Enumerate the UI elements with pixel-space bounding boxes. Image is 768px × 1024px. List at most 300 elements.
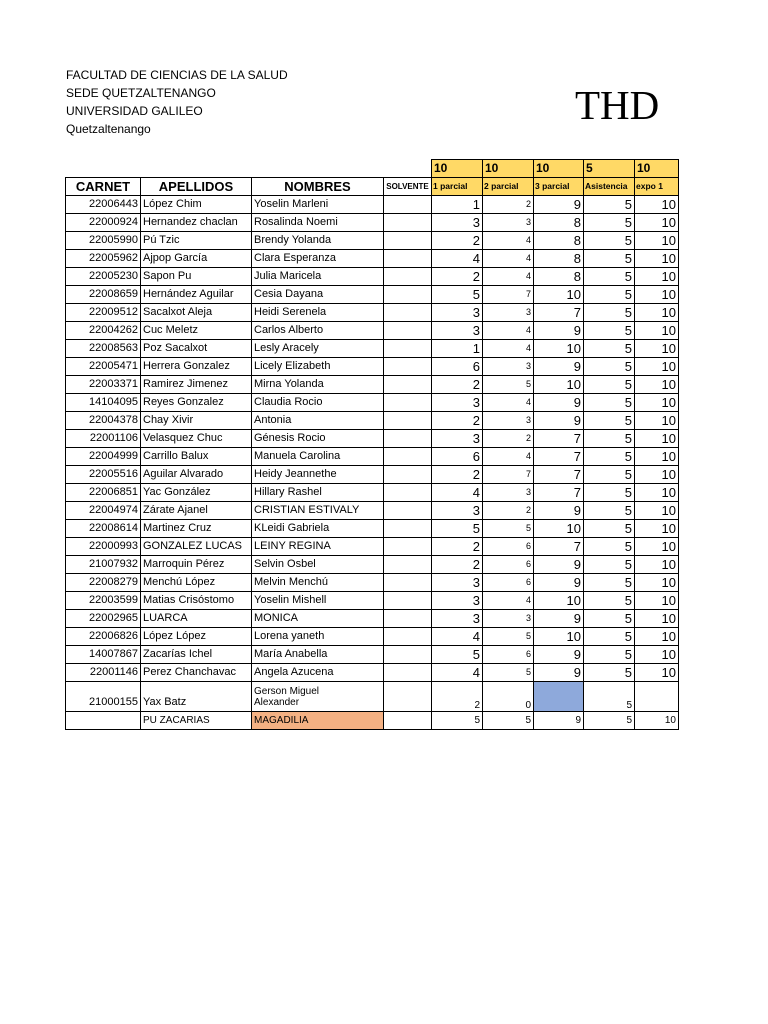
carnet-cell[interactable]: 22008279 — [66, 574, 141, 592]
p1-cell[interactable]: 3 — [432, 304, 483, 322]
apellidos-cell[interactable]: Herrera Gonzalez — [141, 358, 252, 376]
asistencia-cell[interactable]: 5 — [584, 268, 635, 286]
p3-cell[interactable]: 10 — [534, 376, 584, 394]
solvente-cell[interactable] — [384, 430, 432, 448]
solvente-cell[interactable] — [384, 502, 432, 520]
p1-cell[interactable]: 2 — [432, 268, 483, 286]
header-expo: expo 1 — [635, 178, 679, 196]
nombres-cell[interactable] — [252, 682, 384, 712]
expo-cell[interactable]: 10 — [635, 520, 679, 538]
p3-cell[interactable]: 7 — [534, 466, 584, 484]
faculty-line: FACULTAD DE CIENCIAS DE LA SALUD — [66, 68, 288, 82]
solvente-cell[interactable] — [384, 268, 432, 286]
p1-cell[interactable]: 4 — [432, 664, 483, 682]
header-p3: 3 parcial — [534, 178, 584, 196]
expo-cell[interactable]: 10 — [635, 712, 679, 730]
asistencia-cell[interactable]: 5 — [584, 322, 635, 340]
university-line: UNIVERSIDAD GALILEO — [66, 104, 203, 118]
asistencia-cell[interactable]: 5 — [584, 520, 635, 538]
asistencia-cell[interactable]: 5 — [584, 412, 635, 430]
p1-cell[interactable]: 2 — [432, 556, 483, 574]
p3-cell[interactable]: 10 — [534, 628, 584, 646]
asistencia-cell[interactable]: 5 — [584, 556, 635, 574]
p2-cell[interactable]: 3 — [483, 610, 534, 628]
p2-cell[interactable]: 4 — [483, 250, 534, 268]
p3-cell[interactable]: 9 — [534, 358, 584, 376]
p1-cell[interactable]: 2 — [432, 538, 483, 556]
carnet-cell[interactable]: 22004378 — [66, 412, 141, 430]
carnet-cell[interactable]: 21000155 — [66, 682, 141, 712]
apellidos-cell[interactable]: Reyes Gonzalez — [141, 394, 252, 412]
table-row — [66, 448, 679, 466]
p2-cell[interactable]: 4 — [483, 592, 534, 610]
nombres-cell[interactable]: Selvin Osbel — [252, 556, 384, 574]
nombres-cell[interactable]: LEINY REGINA — [252, 538, 384, 556]
asistencia-cell[interactable]: 5 — [584, 358, 635, 376]
nombres-cell[interactable]: CRISTIAN ESTIVALY — [252, 502, 384, 520]
header-asistencia: Asistencia — [584, 178, 635, 196]
apellidos-cell[interactable]: Martinez Cruz — [141, 520, 252, 538]
p3-cell[interactable]: 10 — [534, 592, 584, 610]
asistencia-cell[interactable]: 5 — [584, 712, 635, 730]
table-row — [66, 322, 679, 340]
table-row — [66, 250, 679, 268]
table-row — [66, 466, 679, 484]
solvente-cell[interactable] — [384, 592, 432, 610]
asistencia-cell[interactable]: 5 — [584, 538, 635, 556]
asistencia-cell[interactable]: 5 — [584, 232, 635, 250]
apellidos-cell[interactable]: Carrillo Balux — [141, 448, 252, 466]
nombres-cell[interactable]: Mirna Yolanda — [252, 376, 384, 394]
p2-cell[interactable]: 4 — [483, 448, 534, 466]
p2-cell[interactable]: 2 — [483, 430, 534, 448]
p3-cell[interactable]: 10 — [534, 340, 584, 358]
solvente-cell[interactable] — [384, 682, 432, 712]
carnet-cell[interactable]: 22008614 — [66, 520, 141, 538]
expo-cell[interactable]: 10 — [635, 592, 679, 610]
p2-cell[interactable]: 5 — [483, 664, 534, 682]
expo-cell[interactable]: 10 — [635, 430, 679, 448]
nombres-cell[interactable]: Cesia Dayana — [252, 286, 384, 304]
nombres-cell[interactable]: Melvin Menchú — [252, 574, 384, 592]
expo-cell[interactable] — [635, 682, 679, 712]
carnet-cell[interactable]: 22002965 — [66, 610, 141, 628]
expo-cell[interactable]: 10 — [635, 538, 679, 556]
carnet-cell[interactable]: 22008659 — [66, 286, 141, 304]
expo-cell[interactable]: 10 — [635, 466, 679, 484]
p3-cell[interactable]: 9 — [534, 664, 584, 682]
apellidos-cell[interactable]: Marroquin Pérez — [141, 556, 252, 574]
nombres-cell[interactable]: KLeidi Gabriela — [252, 520, 384, 538]
solvente-cell[interactable] — [384, 610, 432, 628]
p3-cell[interactable]: 10 — [534, 520, 584, 538]
apellidos-cell[interactable]: Ramirez Jimenez — [141, 376, 252, 394]
table-row — [66, 412, 679, 430]
carnet-cell[interactable]: 22005230 — [66, 268, 141, 286]
solvente-cell[interactable] — [384, 376, 432, 394]
asistencia-cell[interactable]: 5 — [584, 304, 635, 322]
solvente-cell[interactable] — [384, 250, 432, 268]
column-header-row — [66, 178, 679, 196]
campus-line: SEDE QUETZALTENANGO — [66, 86, 216, 100]
table-row — [66, 628, 679, 646]
expo-cell[interactable]: 10 — [635, 628, 679, 646]
apellidos-cell[interactable]: Sacalxot Aleja — [141, 304, 252, 322]
p2-cell[interactable]: 2 — [483, 196, 534, 214]
p1-cell[interactable]: 5 — [432, 712, 483, 730]
header-nombres: NOMBRES — [252, 178, 384, 196]
p3-cell[interactable]: 9 — [534, 646, 584, 664]
carnet-cell[interactable]: 22009512 — [66, 304, 141, 322]
carnet-cell[interactable]: 22001106 — [66, 430, 141, 448]
p2-cell[interactable]: 3 — [483, 484, 534, 502]
solvente-cell[interactable] — [384, 556, 432, 574]
p2-cell[interactable]: 6 — [483, 574, 534, 592]
p2-cell[interactable]: 4 — [483, 322, 534, 340]
asistencia-cell[interactable]: 5 — [584, 214, 635, 232]
p1-cell[interactable]: 3 — [432, 214, 483, 232]
carnet-cell[interactable]: 22005990 — [66, 232, 141, 250]
carnet-cell[interactable]: 22000924 — [66, 214, 141, 232]
nombres-cell[interactable]: Manuela Carolina — [252, 448, 384, 466]
nombres-cell[interactable]: Heidy Jeannethe — [252, 466, 384, 484]
carnet-cell[interactable]: 22005516 — [66, 466, 141, 484]
table-row — [66, 646, 679, 664]
carnet-cell[interactable]: 22006851 — [66, 484, 141, 502]
apellidos-cell[interactable]: Menchú López — [141, 574, 252, 592]
course-code: THD — [575, 82, 660, 128]
header-p2: 2 parcial — [483, 178, 534, 196]
p2-cell[interactable]: 3 — [483, 412, 534, 430]
table-row — [66, 304, 679, 322]
p3-cell[interactable]: 7 — [534, 484, 584, 502]
nombres-cell[interactable]: Lesly Aracely — [252, 340, 384, 358]
asistencia-cell[interactable]: 5 — [584, 592, 635, 610]
p1-cell[interactable]: 2 — [432, 682, 483, 712]
apellidos-cell[interactable]: Matias Crisóstomo — [141, 592, 252, 610]
asistencia-cell[interactable]: 5 — [584, 430, 635, 448]
p2-cell[interactable]: 4 — [483, 340, 534, 358]
carnet-cell[interactable]: 22001146 — [66, 664, 141, 682]
p1-cell[interactable]: 6 — [432, 358, 483, 376]
carnet-cell[interactable]: 14104095 — [66, 394, 141, 412]
carnet-cell[interactable]: 22005962 — [66, 250, 141, 268]
expo-cell[interactable]: 10 — [635, 664, 679, 682]
p3-cell[interactable]: 9 — [534, 322, 584, 340]
p2-cell[interactable]: 4 — [483, 232, 534, 250]
carnet-cell[interactable]: 22005471 — [66, 358, 141, 376]
apellidos-cell[interactable]: PU ZACARIAS — [141, 712, 252, 730]
p1-cell[interactable]: 5 — [432, 646, 483, 664]
p1-cell[interactable]: 5 — [432, 286, 483, 304]
weight-asistencia[interactable]: 5 — [584, 160, 635, 178]
solvente-cell[interactable] — [384, 628, 432, 646]
p3-cell[interactable] — [534, 682, 584, 712]
expo-cell[interactable]: 10 — [635, 286, 679, 304]
asistencia-cell[interactable]: 5 — [584, 340, 635, 358]
weight-expo[interactable]: 10 — [635, 160, 679, 178]
p2-cell[interactable]: 5 — [483, 628, 534, 646]
p3-cell[interactable]: 9 — [534, 502, 584, 520]
p3-cell[interactable]: 10 — [534, 286, 584, 304]
expo-cell[interactable]: 10 — [635, 574, 679, 592]
p1-cell[interactable]: 1 — [432, 340, 483, 358]
table-row — [66, 394, 679, 412]
solvente-cell[interactable] — [384, 214, 432, 232]
nombres-cell[interactable]: Julia Maricela — [252, 268, 384, 286]
p3-cell[interactable]: 9 — [534, 394, 584, 412]
carnet-cell[interactable]: 22003371 — [66, 376, 141, 394]
asistencia-cell[interactable]: 5 — [584, 394, 635, 412]
carnet-cell[interactable]: 22006443 — [66, 196, 141, 214]
p2-cell[interactable]: 0 — [483, 682, 534, 712]
expo-cell[interactable]: 10 — [635, 304, 679, 322]
carnet-cell[interactable]: 22004262 — [66, 322, 141, 340]
nombres-cell[interactable]: Angela Azucena — [252, 664, 384, 682]
asistencia-cell[interactable]: 5 — [584, 646, 635, 664]
table-row — [66, 484, 679, 502]
solvente-cell[interactable] — [384, 484, 432, 502]
p3-cell[interactable]: 9 — [534, 556, 584, 574]
p1-cell[interactable]: 3 — [432, 592, 483, 610]
p2-cell[interactable]: 5 — [483, 520, 534, 538]
carnet-cell[interactable]: 22006826 — [66, 628, 141, 646]
solvente-cell[interactable] — [384, 394, 432, 412]
solvente-cell[interactable] — [384, 448, 432, 466]
carnet-cell[interactable]: 22000993 — [66, 538, 141, 556]
expo-cell[interactable]: 10 — [635, 484, 679, 502]
asistencia-cell[interactable]: 5 — [584, 574, 635, 592]
apellidos-cell[interactable]: Zárate Ajanel — [141, 502, 252, 520]
asistencia-cell[interactable]: 5 — [584, 466, 635, 484]
table-row — [66, 214, 679, 232]
expo-cell[interactable]: 10 — [635, 196, 679, 214]
p1-cell[interactable]: 3 — [432, 610, 483, 628]
p3-cell[interactable]: 8 — [534, 232, 584, 250]
expo-cell[interactable]: 10 — [635, 610, 679, 628]
solvente-cell[interactable] — [384, 358, 432, 376]
apellidos-cell[interactable]: Sapon Pu — [141, 268, 252, 286]
solvente-cell[interactable] — [384, 664, 432, 682]
solvente-cell[interactable] — [384, 304, 432, 322]
asistencia-cell[interactable]: 5 — [584, 448, 635, 466]
p3-cell[interactable]: 7 — [534, 430, 584, 448]
apellidos-cell[interactable]: Chay Xivir — [141, 412, 252, 430]
expo-cell[interactable]: 10 — [635, 340, 679, 358]
solvente-cell[interactable] — [384, 712, 432, 730]
asistencia-cell[interactable]: 5 — [584, 664, 635, 682]
expo-cell[interactable]: 10 — [635, 358, 679, 376]
p1-cell[interactable]: 4 — [432, 250, 483, 268]
apellidos-cell[interactable]: Yax Batz — [141, 682, 252, 712]
p2-cell[interactable]: 4 — [483, 268, 534, 286]
carnet-cell[interactable]: 22008563 — [66, 340, 141, 358]
nombres-cell[interactable]: Antonia — [252, 412, 384, 430]
solvente-cell[interactable] — [384, 466, 432, 484]
p3-cell[interactable]: 7 — [534, 304, 584, 322]
p3-cell[interactable]: 9 — [534, 574, 584, 592]
expo-cell[interactable]: 10 — [635, 412, 679, 430]
apellidos-cell[interactable]: López Chim — [141, 196, 252, 214]
asistencia-cell[interactable]: 5 — [584, 250, 635, 268]
solvente-cell[interactable] — [384, 196, 432, 214]
carnet-cell[interactable]: 22004974 — [66, 502, 141, 520]
solvente-cell[interactable] — [384, 574, 432, 592]
p3-cell[interactable]: 8 — [534, 268, 584, 286]
p2-cell[interactable]: 3 — [483, 304, 534, 322]
apellidos-cell[interactable]: Zacarías Ichel — [141, 646, 252, 664]
apellidos-cell[interactable]: GONZALEZ LUCAS — [141, 538, 252, 556]
carnet-cell[interactable]: 21007932 — [66, 556, 141, 574]
p1-cell[interactable]: 3 — [432, 394, 483, 412]
p3-cell[interactable]: 9 — [534, 610, 584, 628]
nombres-cell[interactable]: MONICA — [252, 610, 384, 628]
apellidos-cell[interactable]: Perez Chanchavac — [141, 664, 252, 682]
apellidos-cell[interactable]: Hernández Aguilar — [141, 286, 252, 304]
carnet-cell[interactable]: 22004999 — [66, 448, 141, 466]
apellidos-cell[interactable]: Poz Sacalxot — [141, 340, 252, 358]
p2-cell[interactable]: 7 — [483, 466, 534, 484]
p1-cell[interactable]: 5 — [432, 520, 483, 538]
table-row — [66, 592, 679, 610]
nombres-cell[interactable]: MAGADILIA — [252, 712, 384, 730]
nombres-cell[interactable]: Yoselin Marleni — [252, 196, 384, 214]
table-row — [66, 538, 679, 556]
asistencia-cell[interactable]: 5 — [584, 286, 635, 304]
solvente-cell[interactable] — [384, 340, 432, 358]
apellidos-cell[interactable]: Velasquez Chuc — [141, 430, 252, 448]
table-row — [66, 376, 679, 394]
p1-cell[interactable]: 3 — [432, 322, 483, 340]
asistencia-cell[interactable]: 5 — [584, 610, 635, 628]
carnet-cell[interactable] — [66, 712, 141, 730]
asistencia-cell[interactable]: 5 — [584, 682, 635, 712]
p2-cell[interactable]: 3 — [483, 214, 534, 232]
grades-table — [65, 159, 679, 730]
asistencia-cell[interactable]: 5 — [584, 196, 635, 214]
p3-cell[interactable]: 7 — [534, 538, 584, 556]
solvente-cell[interactable] — [384, 232, 432, 250]
weight-p3[interactable]: 10 — [534, 160, 584, 178]
p1-cell[interactable]: 3 — [432, 502, 483, 520]
p2-cell[interactable]: 7 — [483, 286, 534, 304]
apellidos-cell[interactable]: LUARCA — [141, 610, 252, 628]
p3-cell[interactable]: 8 — [534, 250, 584, 268]
expo-cell[interactable]: 10 — [635, 502, 679, 520]
table-row — [66, 502, 679, 520]
solvente-cell[interactable] — [384, 520, 432, 538]
apellidos-cell[interactable]: López López — [141, 628, 252, 646]
apellidos-cell[interactable]: Ajpop García — [141, 250, 252, 268]
p3-cell[interactable]: 9 — [534, 712, 584, 730]
p2-cell[interactable]: 6 — [483, 646, 534, 664]
expo-cell[interactable]: 10 — [635, 394, 679, 412]
solvente-cell[interactable] — [384, 538, 432, 556]
p2-cell[interactable]: 4 — [483, 394, 534, 412]
expo-cell[interactable]: 10 — [635, 232, 679, 250]
weight-p1[interactable]: 10 — [432, 160, 483, 178]
p2-cell[interactable]: 3 — [483, 358, 534, 376]
apellidos-cell[interactable]: Hernandez chaclan — [141, 214, 252, 232]
solvente-cell[interactable] — [384, 646, 432, 664]
solvente-cell[interactable] — [384, 286, 432, 304]
header-p1: 1 parcial — [432, 178, 483, 196]
header-apellidos: APELLIDOS — [141, 178, 252, 196]
p2-cell[interactable]: 6 — [483, 538, 534, 556]
nombres-cell[interactable]: Heidi Serenela — [252, 304, 384, 322]
asistencia-cell[interactable]: 5 — [584, 502, 635, 520]
p2-cell[interactable]: 2 — [483, 502, 534, 520]
nombres-cell[interactable]: Claudia Rocio — [252, 394, 384, 412]
expo-cell[interactable]: 10 — [635, 646, 679, 664]
nombres-cell[interactable]: Carlos Alberto — [252, 322, 384, 340]
table-row — [66, 556, 679, 574]
solvente-cell[interactable] — [384, 322, 432, 340]
p2-cell[interactable]: 6 — [483, 556, 534, 574]
expo-cell[interactable]: 10 — [635, 556, 679, 574]
expo-cell[interactable]: 10 — [635, 214, 679, 232]
asistencia-cell[interactable]: 5 — [584, 628, 635, 646]
p3-cell[interactable]: 9 — [534, 412, 584, 430]
carnet-cell[interactable]: 22003599 — [66, 592, 141, 610]
apellidos-cell[interactable]: Aguilar Alvarado — [141, 466, 252, 484]
p2-cell[interactable]: 5 — [483, 376, 534, 394]
asistencia-cell[interactable]: 5 — [584, 376, 635, 394]
nombres-cell[interactable]: María Anabella — [252, 646, 384, 664]
nombres-cell[interactable]: Brendy Yolanda — [252, 232, 384, 250]
p1-cell[interactable]: 2 — [432, 376, 483, 394]
p1-cell[interactable]: 2 — [432, 466, 483, 484]
p2-cell[interactable]: 5 — [483, 712, 534, 730]
apellidos-cell[interactable]: Pú Tzic — [141, 232, 252, 250]
nombres-cell[interactable]: Hillary Rashel — [252, 484, 384, 502]
expo-cell[interactable]: 10 — [635, 268, 679, 286]
p1-cell[interactable]: 4 — [432, 628, 483, 646]
table-row — [66, 430, 679, 448]
expo-cell[interactable]: 10 — [635, 322, 679, 340]
solvente-cell[interactable] — [384, 412, 432, 430]
asistencia-cell[interactable]: 5 — [584, 484, 635, 502]
p3-cell[interactable]: 8 — [534, 214, 584, 232]
carnet-cell[interactable]: 14007867 — [66, 646, 141, 664]
p1-cell[interactable]: 2 — [432, 232, 483, 250]
expo-cell[interactable]: 10 — [635, 250, 679, 268]
p1-cell[interactable]: 4 — [432, 484, 483, 502]
table-row — [66, 682, 679, 712]
nombres-cell[interactable]: Licely Elizabeth — [252, 358, 384, 376]
p1-cell[interactable]: 3 — [432, 574, 483, 592]
table-row — [66, 358, 679, 376]
p1-cell[interactable]: 3 — [432, 430, 483, 448]
apellidos-cell[interactable]: Yac González — [141, 484, 252, 502]
nombres-cell[interactable]: Rosalinda Noemi — [252, 214, 384, 232]
nombres-cell[interactable]: Génesis Rocio — [252, 430, 384, 448]
nombres-cell[interactable]: Yoselin Mishell — [252, 592, 384, 610]
header-carnet: CARNET — [66, 178, 141, 196]
p1-cell[interactable]: 1 — [432, 196, 483, 214]
nombres-cell[interactable]: Lorena yaneth — [252, 628, 384, 646]
p3-cell[interactable]: 9 — [534, 196, 584, 214]
apellidos-cell[interactable]: Cuc Meletz — [141, 322, 252, 340]
weight-p2[interactable]: 10 — [483, 160, 534, 178]
p3-cell[interactable]: 7 — [534, 448, 584, 466]
city-line: Quetzaltenango — [66, 122, 151, 136]
nombres-cell[interactable]: Clara Esperanza — [252, 250, 384, 268]
expo-cell[interactable]: 10 — [635, 376, 679, 394]
p1-cell[interactable]: 2 — [432, 412, 483, 430]
expo-cell[interactable]: 10 — [635, 448, 679, 466]
p1-cell[interactable]: 6 — [432, 448, 483, 466]
